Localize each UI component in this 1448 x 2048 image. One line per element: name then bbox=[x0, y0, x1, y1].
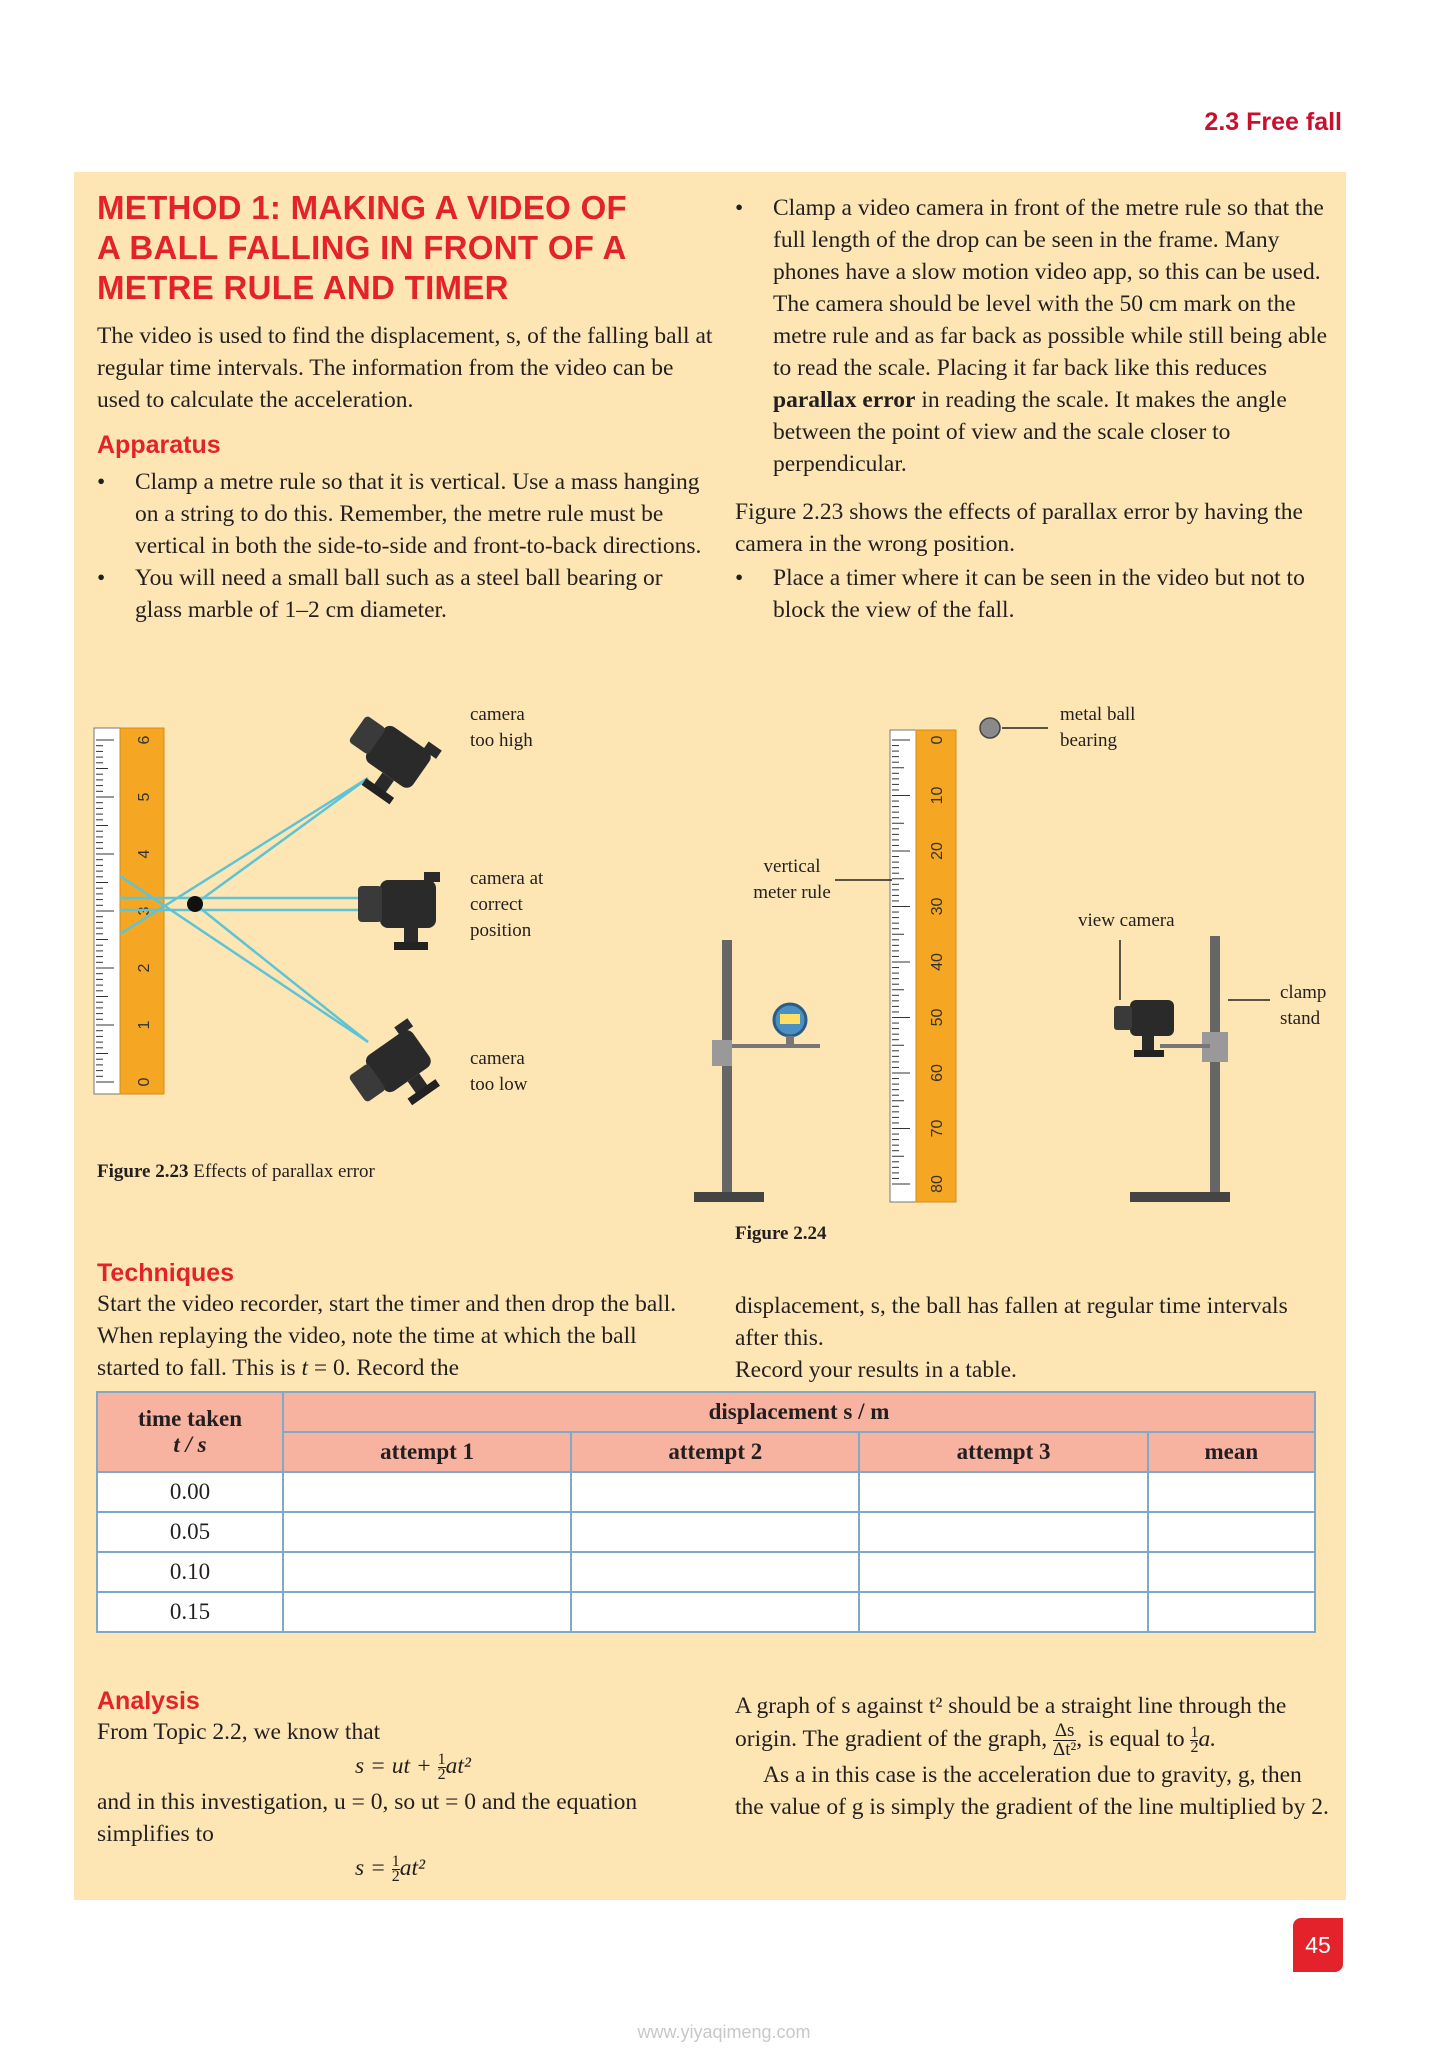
ruler-tick-label: 0 bbox=[136, 1077, 154, 1087]
method-heading-line-1: METHOD 1: MAKING A VIDEO OF bbox=[97, 189, 627, 226]
timer-clamp bbox=[712, 1040, 732, 1066]
equation-2-left: s = bbox=[355, 1855, 392, 1882]
techniques-text bbox=[97, 1288, 697, 1384]
analysis-line-1: From Topic 2.2, we know that bbox=[97, 1719, 381, 1745]
method-heading-block bbox=[97, 188, 717, 416]
label-view-camera: view camera bbox=[1078, 910, 1175, 931]
gradient-fraction bbox=[1053, 1722, 1076, 1759]
analysis-right-paragraph-2: As a in this case is the acceleration due to gravity, g, then the value of g is simply the gradient of the line multiplied by 2. bbox=[735, 1762, 1329, 1820]
attempt-2-header: attempt 2 bbox=[571, 1432, 859, 1472]
techniques-t-symbol: t bbox=[301, 1355, 309, 1381]
section-title: 2.3 Free fall bbox=[1204, 108, 1342, 136]
camera-list bbox=[735, 192, 1333, 480]
table-row bbox=[97, 1592, 1315, 1632]
empty-cell bbox=[571, 1512, 859, 1552]
attempt-3-header: attempt 3 bbox=[859, 1432, 1147, 1472]
label-camera-correct-line-1: camera at bbox=[470, 868, 544, 889]
fraction-numerator: 1 bbox=[391, 1853, 400, 1871]
sight-line-high bbox=[195, 778, 368, 904]
label-camera-too-low bbox=[470, 1046, 528, 1098]
gradient-denominator: Δt² bbox=[1053, 1739, 1077, 1760]
ruler-tick-label: 30 bbox=[929, 897, 947, 916]
empty-cell bbox=[283, 1472, 571, 1512]
timer-list bbox=[735, 562, 1333, 626]
analysis-right-text-3: a. bbox=[1198, 1725, 1217, 1752]
label-camera-correct bbox=[470, 866, 543, 944]
label-metal-ball-line-2: bearing bbox=[1060, 730, 1117, 751]
time-cell: 0.05 bbox=[97, 1512, 283, 1552]
time-cell: 0.15 bbox=[97, 1592, 283, 1632]
timer-stand-base bbox=[694, 1192, 764, 1202]
analysis-right bbox=[735, 1690, 1333, 1823]
label-camera-too-high bbox=[470, 702, 533, 754]
apparatus-item: • Clamp a metre rule so that it is vertical. Use a mass hanging on a string to do this. Remember, the metre rule must be vertical in both the side-to-side and front-to-back directions. bbox=[97, 466, 702, 562]
techniques-right bbox=[735, 1290, 1333, 1386]
time-cell: 0.00 bbox=[97, 1472, 283, 1512]
ruler-tick-label: 3 bbox=[136, 906, 154, 916]
apparatus-heading: Apparatus bbox=[97, 431, 221, 459]
empty-cell bbox=[283, 1592, 571, 1632]
empty-cell bbox=[1148, 1512, 1315, 1552]
time-cell: 0.10 bbox=[97, 1552, 283, 1592]
fraction-numerator: 1 bbox=[1190, 1724, 1199, 1741]
clamp-stand-base bbox=[1130, 1192, 1230, 1202]
analysis-right-text-1: A graph of s against t² should be a straight line through the origin. The gradient of the graph, bbox=[735, 1693, 1287, 1752]
empty-cell bbox=[1148, 1592, 1315, 1632]
table-row bbox=[97, 1552, 1315, 1592]
ruler-tick-label: 70 bbox=[929, 1119, 947, 1138]
equation-1 bbox=[97, 1750, 697, 1782]
method-heading-line-2: A BALL FALLING IN FRONT OF A bbox=[97, 229, 627, 266]
label-vertical-meter-rule bbox=[746, 854, 838, 906]
empty-cell bbox=[1148, 1552, 1315, 1592]
page-number: 45 bbox=[1293, 1918, 1343, 1972]
camera-correct-icon bbox=[358, 872, 440, 950]
time-taken-header bbox=[97, 1392, 283, 1472]
fraction-denominator: 2 bbox=[437, 1766, 446, 1784]
figure-2-23-caption-label: Figure 2.23 bbox=[97, 1161, 189, 1182]
parallax-paragraph: Figure 2.23 shows the effects of parallax error by having the camera in the wrong position. bbox=[735, 499, 1303, 557]
ruler-tick-label: 6 bbox=[136, 735, 154, 745]
time-taken-header-line-2: t / s bbox=[173, 1432, 207, 1457]
label-camera-too-high-line-1: camera bbox=[470, 704, 525, 725]
apparatus-section bbox=[97, 430, 702, 626]
analysis-right-text-2: , is equal to bbox=[1076, 1725, 1185, 1752]
fraction-half bbox=[392, 1855, 400, 1884]
apparatus-item: • You will need a small ball such as a steel ball bearing or glass marble of 1–2 cm diameter. bbox=[97, 562, 702, 626]
time-taken-header-line-1: time taken bbox=[137, 1406, 243, 1431]
empty-cell bbox=[571, 1472, 859, 1512]
sight-line-low bbox=[195, 904, 368, 1042]
results-table bbox=[96, 1391, 1316, 1633]
camera-bullet-text: Clamp a video camera in front of the metre rule so that the full length of the drop can be seen in the frame. Many phones have a slow motion video app, so this can be used. The camera should be level with the 50 cm mark on the metre rule and as far back as possible while still being able to read the scale. Placing it far back like this reduces bbox=[773, 195, 1328, 381]
label-vertical-rule-line-2: meter rule bbox=[753, 882, 831, 903]
empty-cell bbox=[859, 1512, 1147, 1552]
techniques-text-1: Start the video recorder, start the timer and then drop the ball. When replaying the video, note the time at which the ball started to fall. This is bbox=[97, 1291, 677, 1381]
ruler-tick-label: 40 bbox=[929, 953, 947, 971]
ruler-tick-label: 10 bbox=[929, 786, 947, 805]
method-intro: The video is used to find the displacement, s, of the falling ball at regular time intervals. The information from the video can be used to calculate the acceleration. bbox=[97, 323, 713, 413]
metal-ball-bearing bbox=[980, 718, 1000, 738]
label-camera-correct-line-2: correct bbox=[470, 894, 523, 915]
empty-cell bbox=[571, 1552, 859, 1592]
ruler-tick-label: 5 bbox=[136, 792, 154, 802]
empty-cell bbox=[859, 1552, 1147, 1592]
figure-2-23-caption bbox=[97, 1160, 375, 1184]
attempt-1-header: attempt 1 bbox=[283, 1432, 571, 1472]
ruler-tick-label: 1 bbox=[136, 1020, 154, 1030]
empty-cell bbox=[571, 1592, 859, 1632]
label-metal-ball-line-1: metal ball bbox=[1060, 704, 1136, 725]
empty-cell bbox=[1148, 1472, 1315, 1512]
figure-2-23-caption-text: Effects of parallax error bbox=[188, 1161, 375, 1182]
fraction-half bbox=[438, 1753, 446, 1782]
watermark: www.yiyaqimeng.com bbox=[637, 2022, 811, 2042]
ruler-tick-label: 0 bbox=[929, 735, 947, 745]
analysis-section bbox=[97, 1686, 697, 1884]
empty-cell bbox=[283, 1512, 571, 1552]
equation-1-right: at² bbox=[445, 1753, 471, 1779]
timer-display bbox=[780, 1014, 800, 1024]
timer-bullet: • Place a timer where it can be seen in the video but not to block the view of the fall. bbox=[735, 562, 1333, 626]
label-vertical-rule-line-1: vertical bbox=[763, 856, 821, 877]
label-camera-correct-line-3: position bbox=[470, 920, 532, 941]
camera-bullet-text-end: in reading the scale. It makes the angle between the point of view and the scale closer to perpendicular. bbox=[773, 387, 1287, 477]
label-clamp-stand-line-1: clamp bbox=[1280, 982, 1327, 1003]
view-camera-icon bbox=[1114, 1000, 1174, 1057]
displacement-header: displacement s / m bbox=[283, 1392, 1315, 1432]
right-column bbox=[735, 192, 1333, 626]
ruler-tick-label: 80 bbox=[929, 1175, 947, 1193]
equation-1-left: s = ut + bbox=[355, 1753, 438, 1779]
clamp-stand-rod bbox=[1210, 936, 1220, 1202]
ruler-tick-label: 50 bbox=[929, 1008, 947, 1027]
label-clamp-stand-line-2: stand bbox=[1280, 1008, 1321, 1029]
analysis-heading: Analysis bbox=[97, 1687, 200, 1715]
analysis-line-2: and in this investigation, u = 0, so ut = 0 and the equation simplifies to bbox=[97, 1789, 638, 1848]
ruler-tick-label: 2 bbox=[136, 963, 154, 973]
equation-2-right: at² bbox=[399, 1855, 426, 1882]
analysis-right-paragraph bbox=[735, 1690, 1333, 1759]
techniques-heading: Techniques bbox=[97, 1259, 235, 1287]
table-row bbox=[97, 1472, 1315, 1512]
timer-mount bbox=[786, 1036, 794, 1048]
equation-2 bbox=[97, 1852, 697, 1884]
method-heading-line-3: METRE RULE AND TIMER bbox=[97, 269, 509, 306]
label-metal-ball-bearing bbox=[1060, 702, 1135, 754]
label-clamp-stand bbox=[1280, 980, 1326, 1032]
ruler-tick-label: 20 bbox=[929, 842, 947, 860]
techniques-right-text-2: Record your results in a table. bbox=[735, 1357, 1017, 1383]
ruler-tick-label: 60 bbox=[929, 1064, 947, 1082]
figure-2-24-apparatus-diagram bbox=[690, 700, 1330, 1220]
parallax-error-term: parallax error bbox=[773, 387, 916, 413]
techniques-right-text-1: displacement, s, the ball has fallen at regular time intervals after this. bbox=[735, 1293, 1288, 1351]
method-heading bbox=[97, 188, 717, 308]
label-camera-too-low-line-1: camera bbox=[470, 1048, 525, 1069]
empty-cell bbox=[859, 1472, 1147, 1512]
techniques-section bbox=[97, 1258, 697, 1384]
ruler-tick-label: 4 bbox=[136, 849, 154, 859]
camera-high-icon bbox=[332, 704, 442, 812]
label-camera-too-high-line-2: too high bbox=[470, 730, 533, 751]
table-row bbox=[97, 1512, 1315, 1552]
fraction-denominator: 2 bbox=[1190, 1739, 1199, 1756]
fraction-denominator: 2 bbox=[391, 1868, 400, 1886]
gradient-numerator: Δs bbox=[1054, 1720, 1075, 1741]
empty-cell bbox=[283, 1552, 571, 1592]
figure-2-23-parallax-diagram bbox=[90, 690, 690, 1160]
figure-2-24-caption: Figure 2.24 bbox=[735, 1223, 827, 1244]
label-camera-too-low-line-2: too low bbox=[470, 1074, 528, 1095]
mean-header: mean bbox=[1148, 1432, 1315, 1472]
fraction-numerator: 1 bbox=[437, 1751, 446, 1769]
techniques-text-2: = 0. Record the bbox=[308, 1355, 459, 1381]
camera-bullet bbox=[735, 192, 1333, 480]
apparatus-list bbox=[97, 466, 702, 626]
timer-stand-rod bbox=[722, 940, 732, 1202]
empty-cell bbox=[859, 1592, 1147, 1632]
ball-dot bbox=[187, 896, 203, 912]
